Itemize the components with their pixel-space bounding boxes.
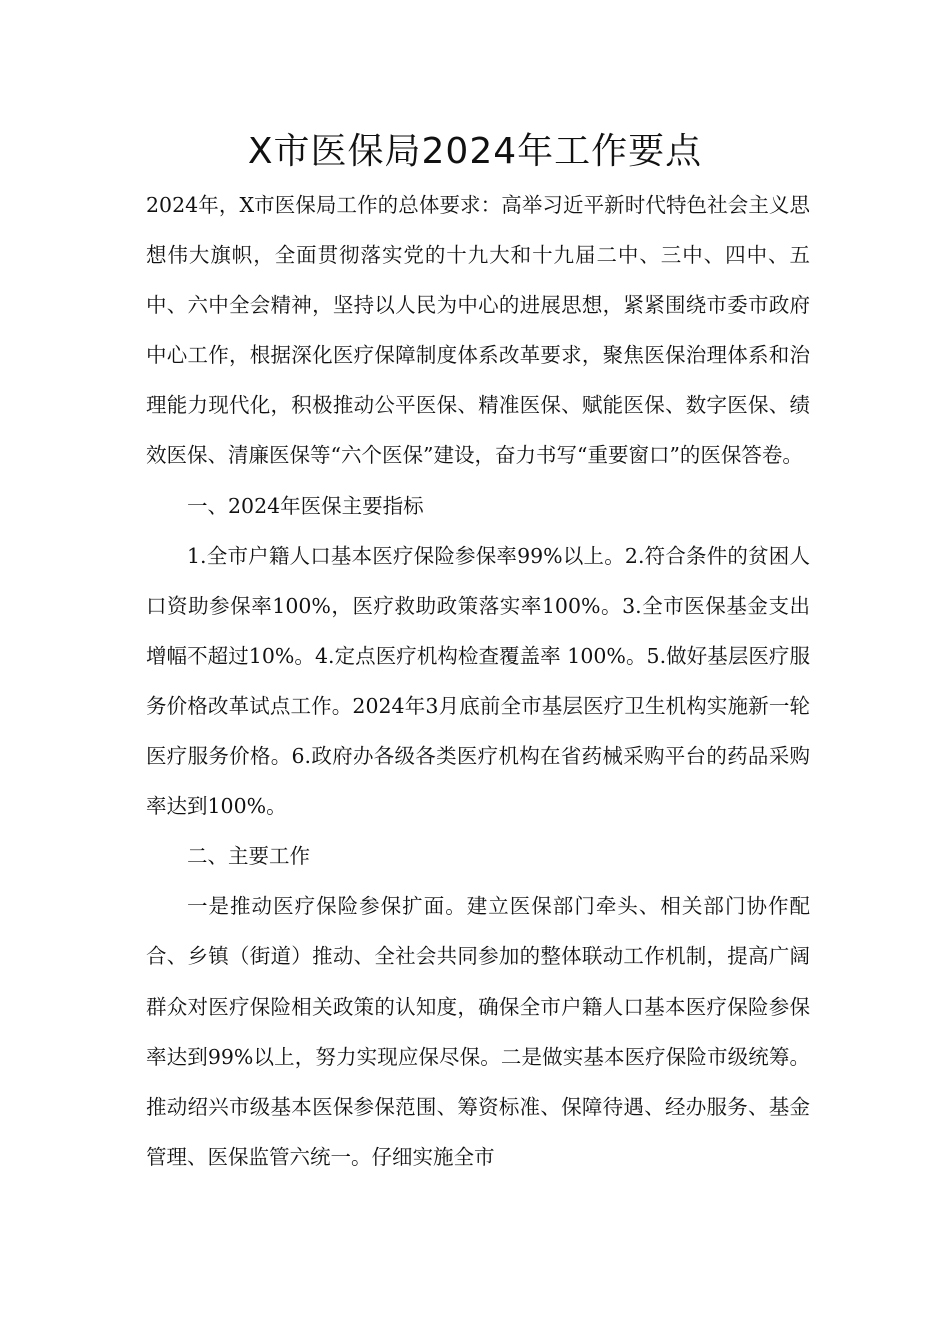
document-title: X市医保局2024年工作要点: [247, 131, 703, 172]
section-heading-indicators: 一、2024年医保主要指标: [187, 493, 424, 518]
paragraph-indicators: 1.全市户籍人口基本医疗保险参保率99%以上。2.符合条件的贫困人口资助参保率100%，医疗救助政策落实率100%。3.全市医保基金支出增幅不超过10%。4.定点医疗机构检查覆盖率 100%。5.做好基层医疗服务价格改革试点工作。2024年3月底前全市基层医疗卫生机构实施新一轮医疗服务价格。6.政府办各级各类医疗机构在省药械采购平台的药品采购率达到100%。: [146, 543, 810, 819]
section-heading-main-work: 二、主要工作: [187, 844, 310, 869]
paragraph-main-work: 一是推动医疗保险参保扩面。建立医保部门牵头、相关部门协作配合、乡镇（街道）推动、全社会共同参加的整体联动工作机制，提高广阔群众对医疗保险相关政策的认知度，确保全市户籍人口基本医疗保险参保率达到99%以上，努力实现应保尽保。二是做实基本医疗保险市级统筹。推动绍兴市级基本医保参保范围、筹资标准、保障待遇、经办服务、基金管理、医保监管六统一。仔细实施全市: [146, 894, 810, 1169]
paragraph-general-requirements: 2024年，X市医保局工作的总体要求：高举习近平新时代特色社会主义思想伟大旗帜，全面贯彻落实党的十九大和十九届二中、三中、四中、五中、六中全会精神，坚持以人民为中心的进展思想，紧紧围绕市委市政府中心工作，根据深化医疗保障制度体系改革要求，聚焦医保治理体系和治理能力现代化，积极推动公平医保、精准医保、赋能医保、数字医保、绩效医保、清廉医保等“六个医保”建设，奋力书写“重要窗口”的医保答卷。: [146, 193, 810, 468]
document-body: [146, 180, 810, 1182]
